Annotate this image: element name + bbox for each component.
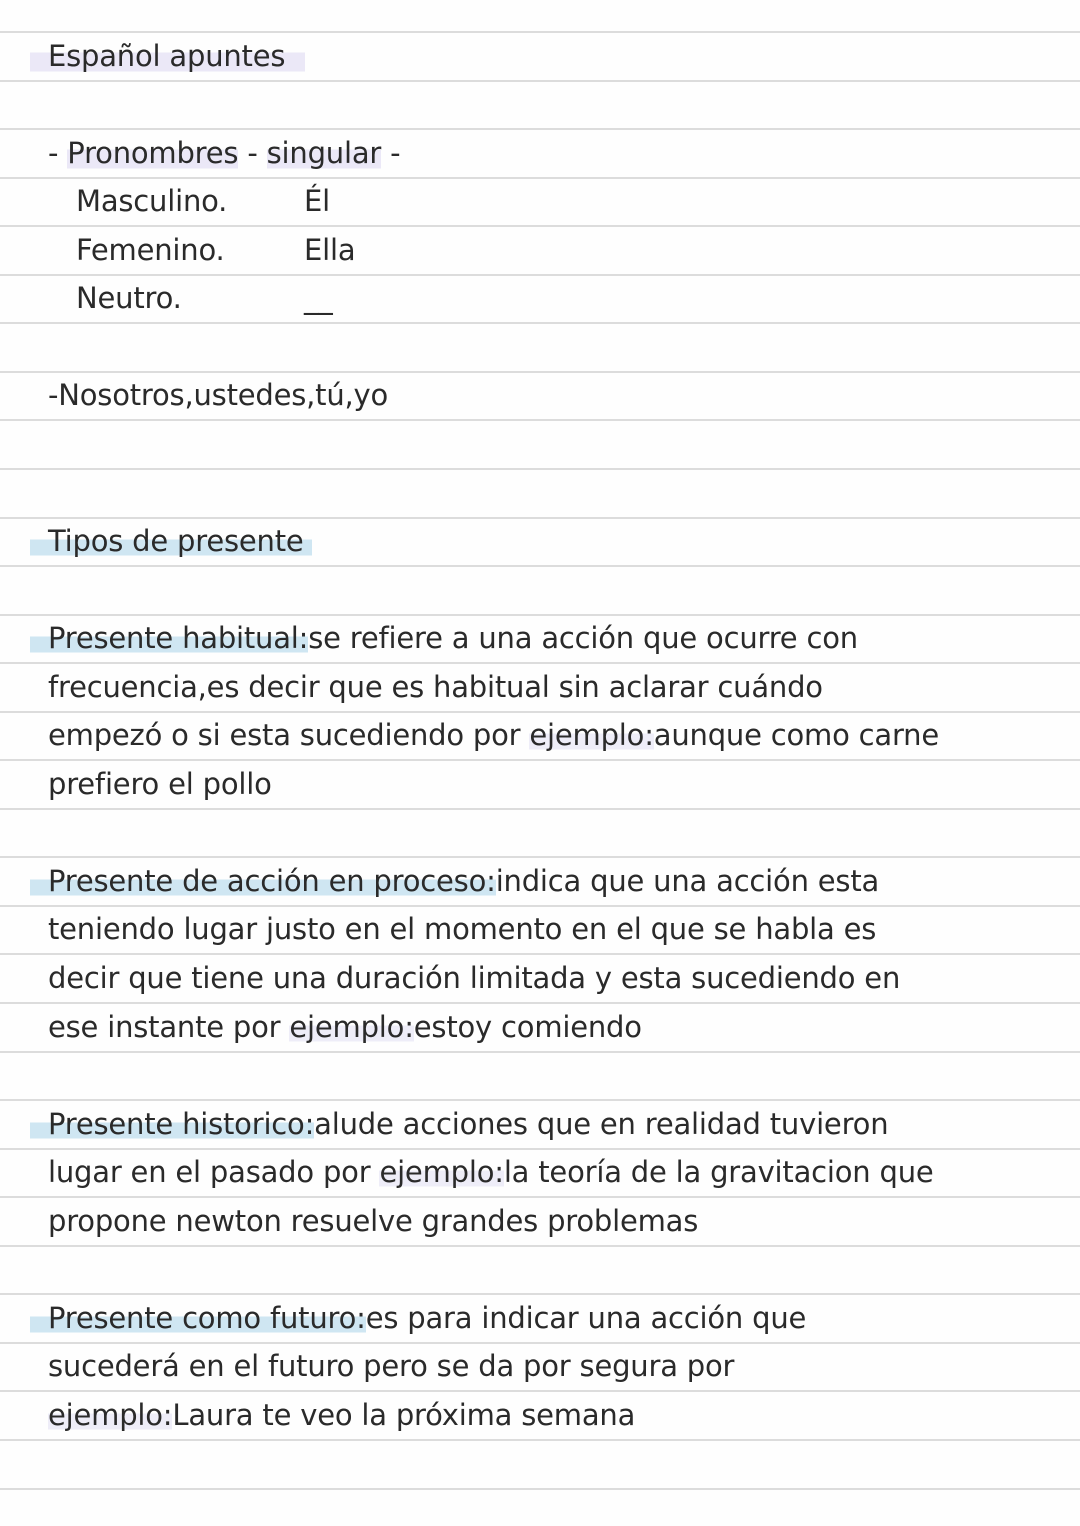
ruled-line xyxy=(0,177,1080,179)
heading-segment: - xyxy=(48,135,68,170)
ruled-line xyxy=(0,953,1080,955)
paragraph-line xyxy=(0,1007,1080,1047)
ruled-line xyxy=(0,517,1080,519)
text-segment: indica que una acción esta xyxy=(495,863,880,898)
paragraph-line xyxy=(0,1201,1080,1241)
gender-label: Neutro. xyxy=(76,281,182,316)
ruled-line xyxy=(0,322,1080,324)
text-segment: aunque como carne xyxy=(653,718,940,753)
ruled-line xyxy=(0,614,1080,616)
text-segment: frecuencia,es decir que es habitual sin aclarar cuándo xyxy=(48,669,823,704)
paragraph-line xyxy=(0,764,1080,804)
ruled-line xyxy=(0,1439,1080,1441)
term-highlight: Presente como futuro: xyxy=(30,1301,366,1335)
ruled-line xyxy=(0,1099,1080,1101)
text-segment: empezó o si esta sucediendo por xyxy=(48,718,530,753)
ruled-line xyxy=(0,1051,1080,1053)
section-title-text: Tipos de presente xyxy=(30,524,312,558)
ruled-line xyxy=(0,1148,1080,1150)
ruled-line xyxy=(0,468,1080,470)
pronoun-value: Ella xyxy=(304,232,356,267)
ruled-line xyxy=(0,225,1080,227)
text-segment: estoy comiendo xyxy=(413,1009,642,1044)
ruled-line xyxy=(0,31,1080,33)
ruled-line xyxy=(0,1245,1080,1247)
heading-segment: Pronombres xyxy=(67,135,239,170)
text-segment: decir que tiene una duración limitada y esta sucediendo en xyxy=(48,961,901,995)
title-text: Español apuntes xyxy=(30,39,305,73)
pronoun-row xyxy=(0,230,1080,270)
text-segment: ejemplo: xyxy=(529,718,654,753)
heading-segment: singular xyxy=(266,135,382,170)
heading-segment: - xyxy=(381,135,401,170)
term-highlight: Presente habitual: xyxy=(30,621,308,655)
paragraph-line xyxy=(0,1395,1080,1435)
text-segment: lugar en el pasado por xyxy=(48,1155,380,1190)
paragraph-line xyxy=(0,1346,1080,1386)
paragraph-line xyxy=(0,618,1080,658)
ruled-line xyxy=(0,1488,1080,1490)
ruled-line xyxy=(0,371,1080,373)
ruled-line xyxy=(0,759,1080,761)
pronoun-value: Él xyxy=(304,184,330,219)
paragraph-line xyxy=(0,667,1080,707)
ruled-line xyxy=(0,128,1080,130)
ruled-line xyxy=(0,80,1080,82)
paragraph-line xyxy=(0,1298,1080,1338)
text-segment: ejemplo: xyxy=(379,1155,504,1190)
paragraph-line xyxy=(0,1152,1080,1192)
gender-label: Femenino. xyxy=(76,232,225,267)
pronoun-row xyxy=(0,278,1080,318)
other-pronouns-text: -Nosotros,ustedes,tú,yo xyxy=(48,378,389,413)
paragraph-line xyxy=(0,715,1080,755)
text-segment: alude acciones que en realidad tuvieron xyxy=(314,1106,889,1141)
other-pronouns xyxy=(0,375,1080,415)
ruled-line xyxy=(0,856,1080,858)
term-highlight: Presente de acción en proceso: xyxy=(30,864,496,898)
paragraph-line xyxy=(0,861,1080,901)
text-segment: Laura te veo la próxima semana xyxy=(172,1397,636,1432)
ruled-line xyxy=(0,808,1080,810)
text-segment: sucederá en el futuro pero se da por segura por xyxy=(48,1349,735,1384)
paragraph-line xyxy=(0,909,1080,949)
text-segment: propone newton resuelve grandes problemas xyxy=(48,1203,699,1238)
ruled-line xyxy=(0,274,1080,276)
text-segment: teniendo lugar justo en el momento en el que se habla es xyxy=(48,912,877,947)
pronoun-value: __ xyxy=(304,281,333,316)
ruled-line xyxy=(0,1293,1080,1295)
text-segment: ejemplo: xyxy=(48,1397,173,1432)
paragraph-line xyxy=(0,1104,1080,1144)
text-segment: ese instante por xyxy=(48,1009,290,1044)
ruled-line xyxy=(0,662,1080,664)
text-segment: se refiere a una acción que ocurre con xyxy=(308,621,858,656)
pronouns-heading xyxy=(0,133,1080,173)
ruled-line xyxy=(0,1342,1080,1344)
text-segment: prefiero el pollo xyxy=(48,766,272,801)
text-segment: la teoría de la gravitacion que xyxy=(503,1155,934,1190)
page-title xyxy=(0,36,1080,76)
text-segment: ejemplo: xyxy=(289,1009,414,1044)
term-highlight: Presente historico: xyxy=(30,1107,314,1141)
text-segment: es para indicar una acción que xyxy=(365,1300,807,1335)
ruled-line xyxy=(0,419,1080,421)
section-title xyxy=(0,521,1080,561)
ruled-line xyxy=(0,1002,1080,1004)
ruled-line xyxy=(0,1390,1080,1392)
heading-segment: - xyxy=(238,135,267,170)
pronoun-row xyxy=(0,181,1080,221)
paragraph-line xyxy=(0,958,1080,998)
ruled-line xyxy=(0,565,1080,567)
ruled-line xyxy=(0,905,1080,907)
gender-label: Masculino. xyxy=(76,184,228,219)
ruled-line xyxy=(0,1196,1080,1198)
ruled-line xyxy=(0,711,1080,713)
